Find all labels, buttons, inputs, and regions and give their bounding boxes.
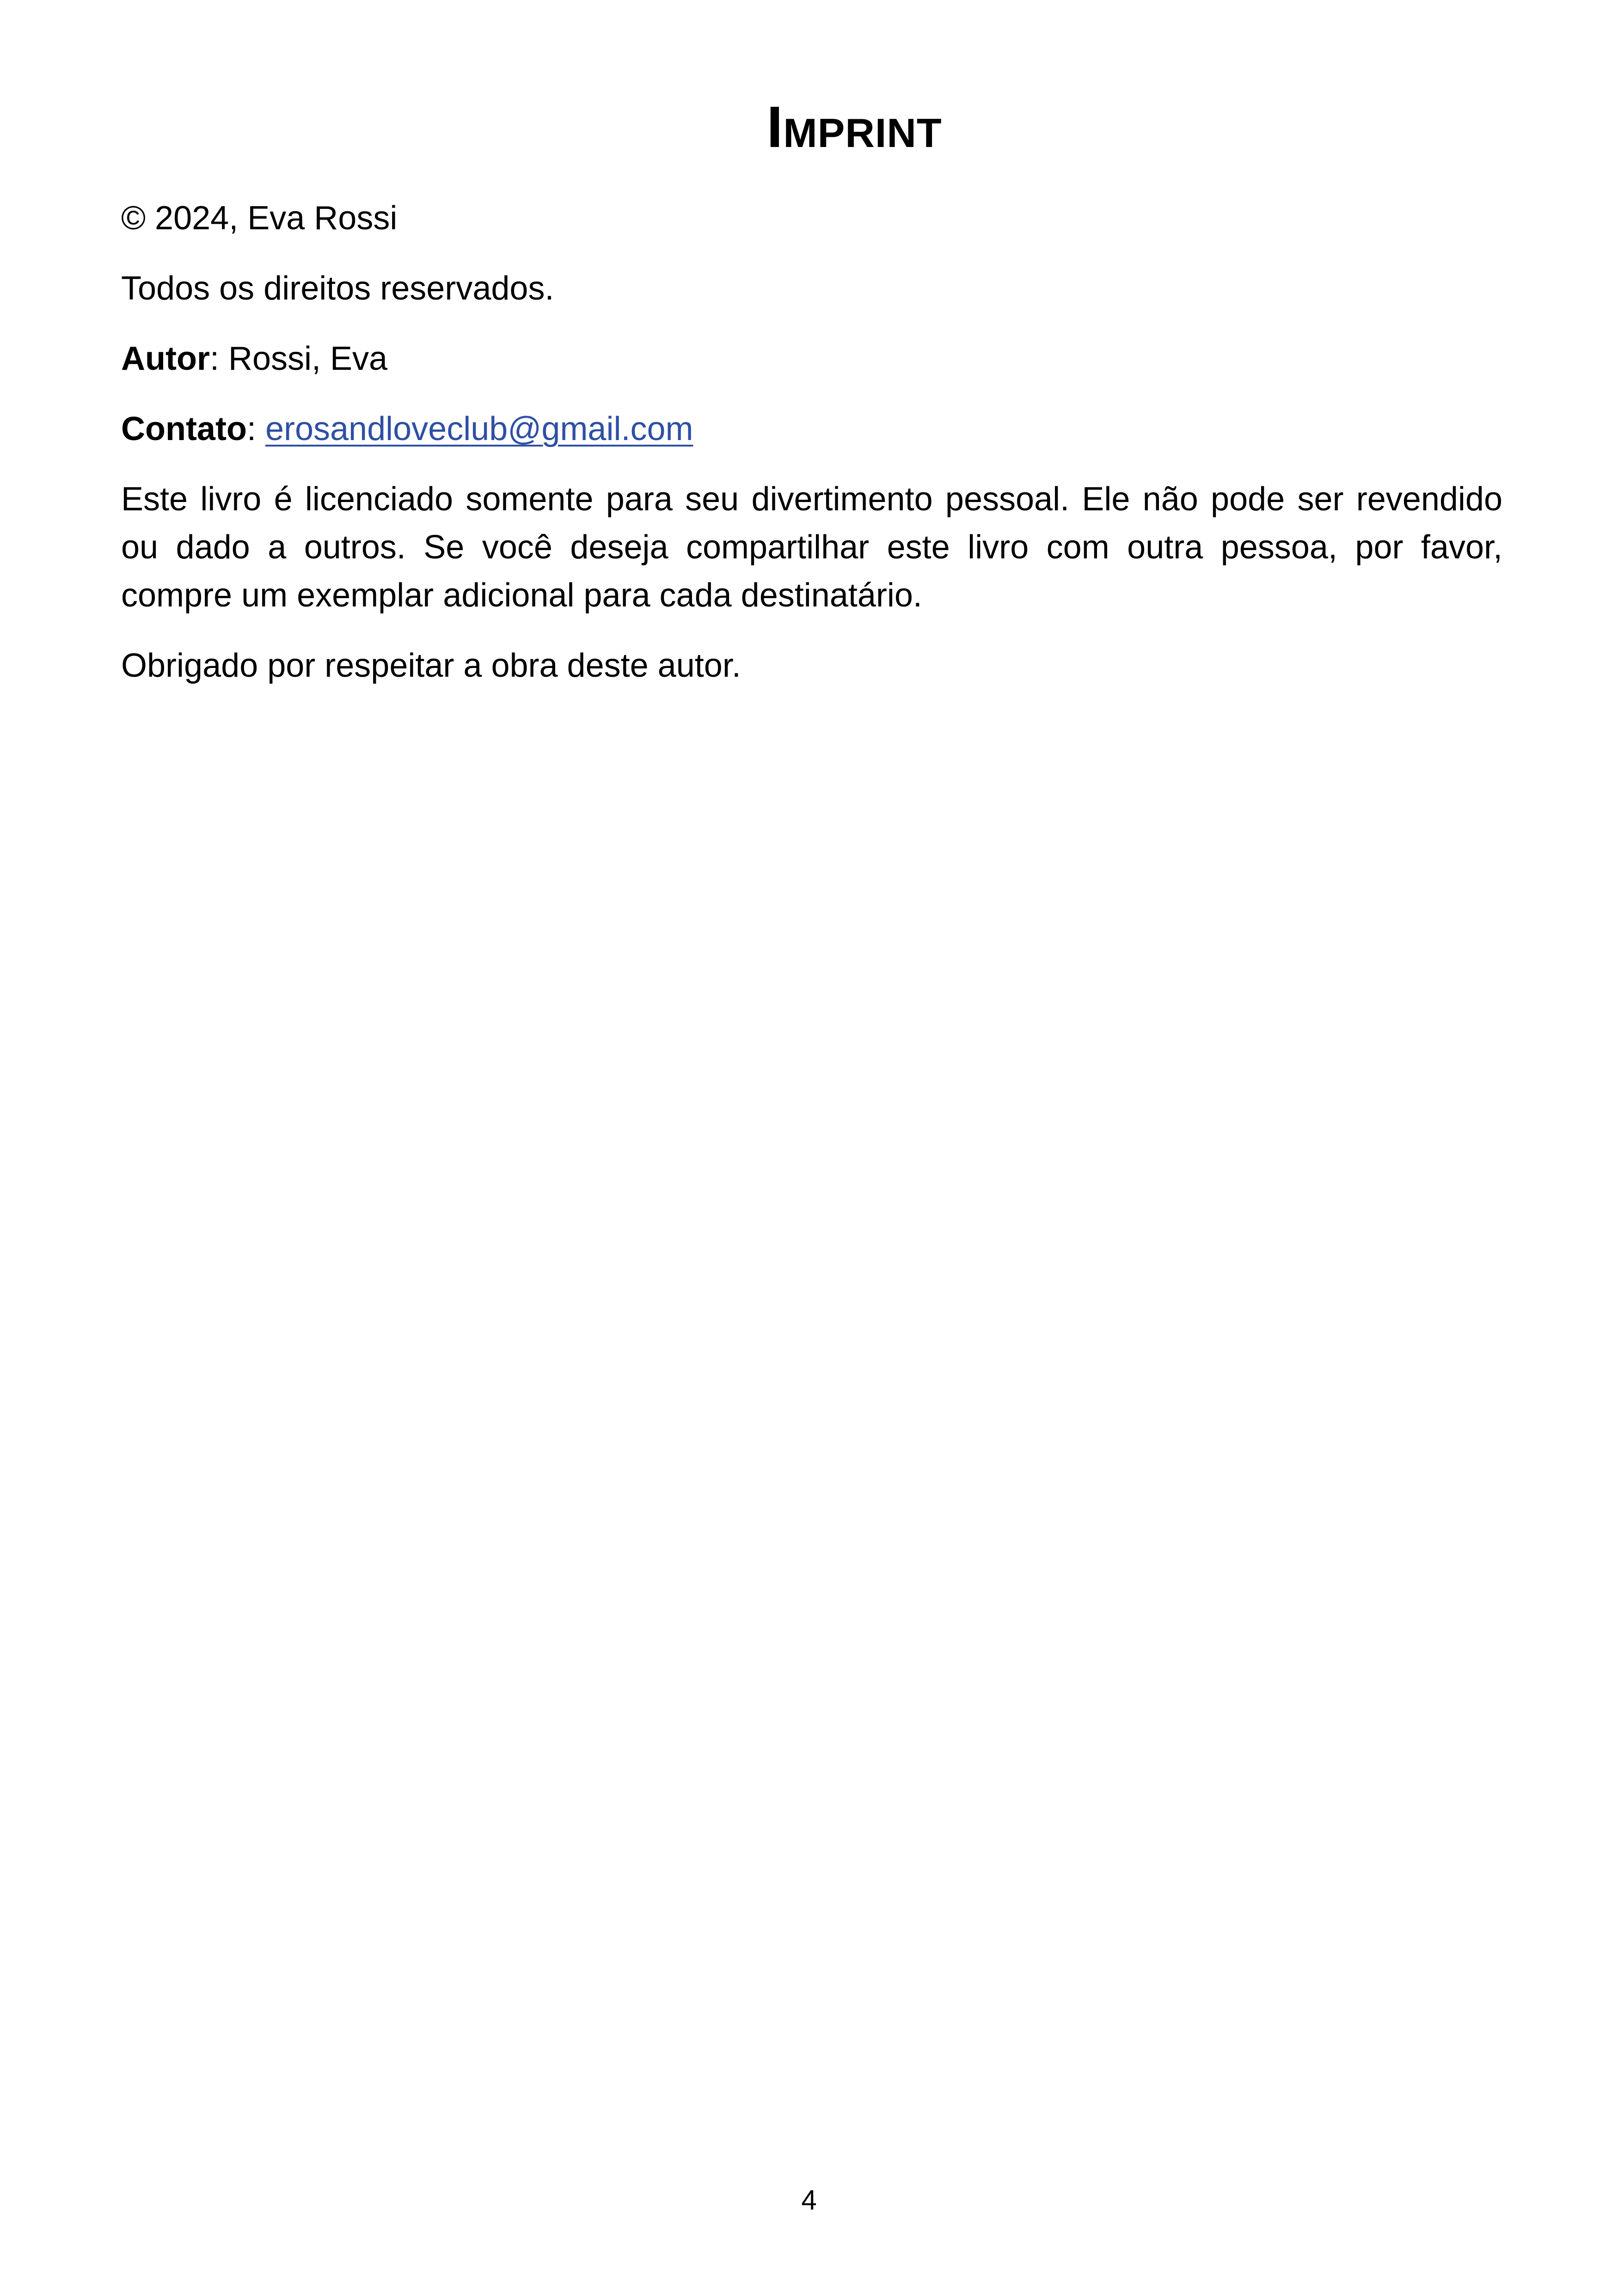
author-label: Autor <box>121 340 210 377</box>
author-value: Rossi, Eva <box>228 340 388 377</box>
contact-separator: : <box>246 410 265 447</box>
thanks-line: Obrigado por respeitar a obra deste autor. <box>121 647 741 684</box>
page-title: Imprint <box>766 94 942 159</box>
imprint-content <box>121 92 1502 712</box>
contact-label: Contato <box>121 410 247 447</box>
rights-line: Todos os direitos reservados. <box>121 270 554 307</box>
contact-email-link[interactable]: erosandloveclub@gmail.com <box>265 410 693 447</box>
license-paragraph: Este livro é licenciado somente para seu divertimento pessoal. Ele não pode ser revendido ou dado a outros. Se você deseja compartilhar este livro com outra pessoa, por favor, compre um exemplar adicional para cada destinatário. <box>121 481 1502 614</box>
author-line <box>121 335 1502 383</box>
copyright-line: © 2024, Eva Rossi <box>121 200 398 237</box>
page-number: 4 <box>801 2185 817 2216</box>
author-separator: : <box>209 340 228 377</box>
contact-line <box>121 405 1502 453</box>
